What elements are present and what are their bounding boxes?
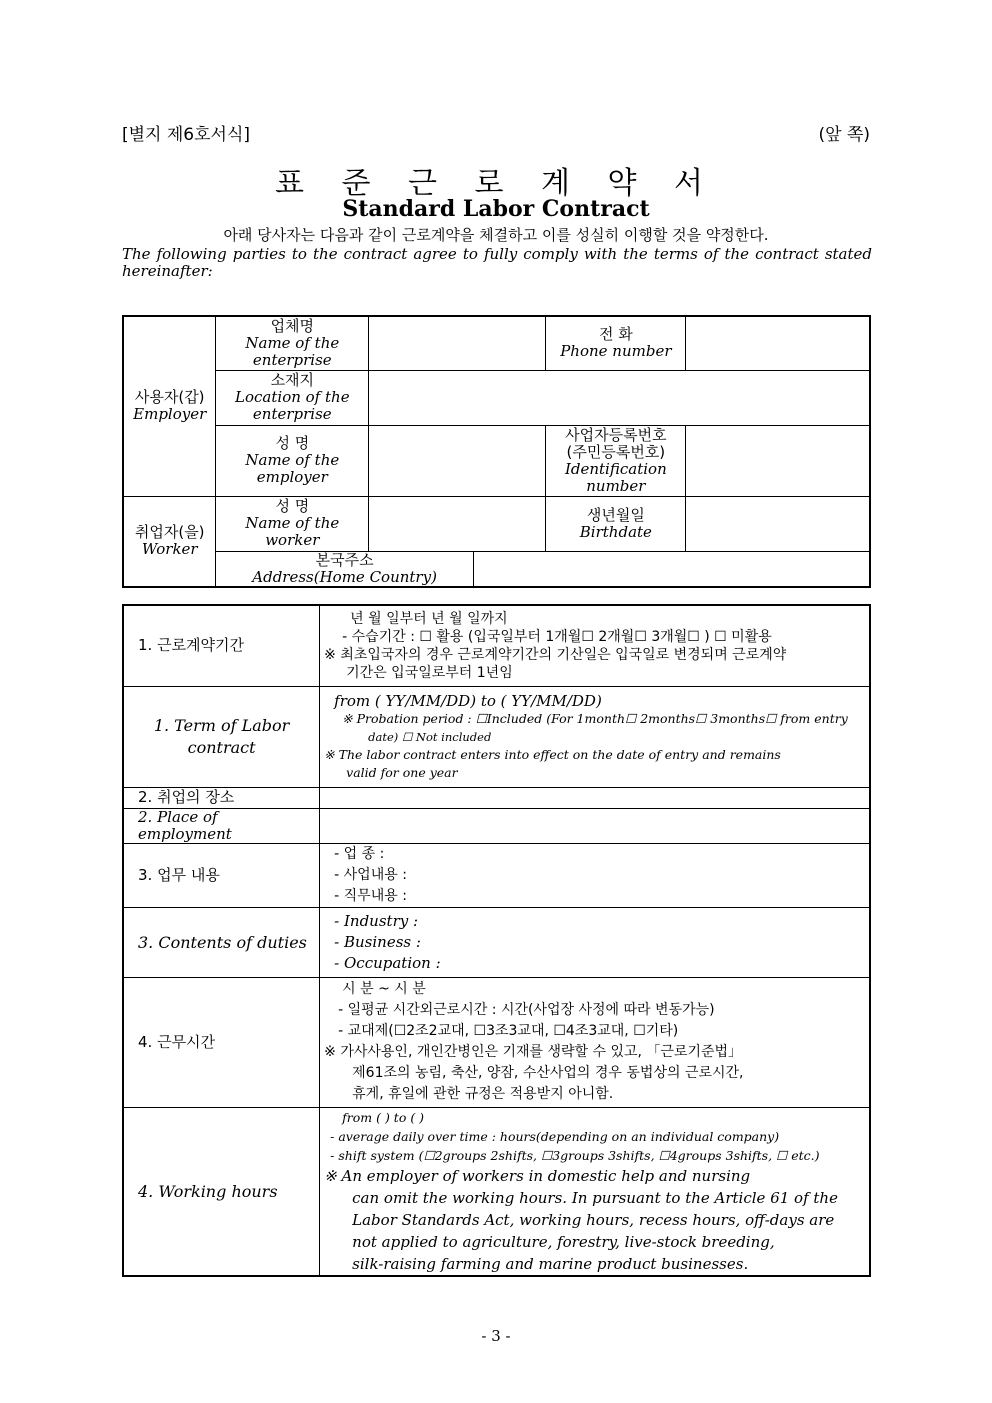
page-number: - 3 - [481,1327,511,1345]
hours-label-ko: 4. 근무시간 [123,977,320,1107]
worker-name-label: 성 명 Name of the worker [216,496,369,551]
duties-label-en: 3. Contents of duties [123,907,320,977]
hours-content-ko[interactable]: 시 분 ~ 시 분 - 일평균 시간외근로시간 : 시간(사업장 사정에 따라 변동가능) - 교대제(☐2조2교대, ☐3조3교대, ☐4조3교대, ☐기타) ※ 가사사용인, 개인간병인은 기재를 생략할 수 있고, 「근로기준법」 제61조의 농림, 축산, 양잠, 수산사업의 경우 동법상의 근로시간, 휴게, 휴일에 관한 규정은 적용받지 아니함. [320,977,870,1107]
birthdate-label: 생년월일 Birthdate [546,496,686,551]
title-korean: 표 준 근 로 계 약 서 [274,166,718,201]
place-label-en: 2. Place of employment [123,808,320,843]
employer-label: 사용자(갑) Employer [123,316,216,496]
term-content-en[interactable]: from ( YY/MM/DD) to ( YY/MM/DD) ※ Probation period : ☐Included (For 1month☐ 2months☐ 3months☐ from entry date) ☐ Not included ※ The labor contract enters into effect on the date of entry and remains valid for one year [320,686,870,787]
page-side-label: (앞 쪽) [818,125,870,145]
intro-korean: 아래 당사자는 다음과 같이 근로계약을 체결하고 이를 성실히 이행할 것을 약정한다. [223,226,769,244]
address-label: 본국주소 Address(Home Country) [216,551,473,587]
address-field[interactable] [473,551,870,587]
place-field[interactable] [320,787,870,808]
identification-field[interactable] [686,425,870,496]
terms-table [122,604,871,1277]
enterprise-name-field[interactable] [369,316,546,370]
duties-label-ko: 3. 업무 내용 [123,843,320,907]
place-label-ko: 2. 취업의 장소 [123,787,320,808]
duties-content-ko[interactable]: - 업 종 : - 사업내용 : - 직무내용 : [320,843,870,907]
title-english: Standard Labor Contract [342,196,650,222]
place-field-en[interactable] [320,808,870,843]
birthdate-field[interactable] [686,496,870,551]
enterprise-name-label: 업체명 Name of the enterprise [216,316,369,370]
worker-name-field[interactable] [369,496,546,551]
hours-content-en[interactable]: from ( ) to ( ) - average daily over time : hours(depending on an individual company) - shift system (☐2groups 2shifts, ☐3groups 3shifts, ☐4groups 3shifts, ☐ etc.) ※ An employer of workers in domestic help and nursing can omit the working hours. In pursuant to the Article 61 of the Labor Standards Act, working hours, recess hours, off-days are not applied to agriculture, forestry, live-stock breeding, silk-raising farming and marine product businesses. [320,1107,870,1276]
hours-label-en: 4. Working hours [123,1107,320,1276]
duties-content-en[interactable]: - Industry : - Business : - Occupation : [320,907,870,977]
intro-english: The following parties to the contract agree to fully comply with the terms of the contract stated hereinafter: [122,245,872,280]
term-content-ko[interactable]: 년 월 일부터 년 월 일까지 - 수습기간 : ☐ 활용 (입국일부터 1개월☐ 2개월☐ 3개월☐ ) ☐ 미활용 ※ 최초입국자의 경우 근로계약기간의 기산일은 입국일로 변경되며 근로계약 기간은 입국일로부터 1년임 [320,605,870,686]
employer-name-label: 성 명 Name of the employer [216,425,369,496]
parties-table [122,315,871,588]
worker-label: 취업자(을) Worker [123,496,216,587]
location-label: 소재지 Location of the enterprise [216,370,369,425]
location-field[interactable] [369,370,870,425]
identification-label: 사업자등록번호 (주민등록번호) Identification number [546,425,686,496]
employer-name-field[interactable] [369,425,546,496]
term-label-ko: 1. 근로계약기간 [123,605,320,686]
phone-label: 전 화 Phone number [546,316,686,370]
phone-field[interactable] [686,316,870,370]
term-label-en: 1. Term of Labor contract [123,686,320,787]
form-number: [별지 제6호서식] [122,125,251,145]
